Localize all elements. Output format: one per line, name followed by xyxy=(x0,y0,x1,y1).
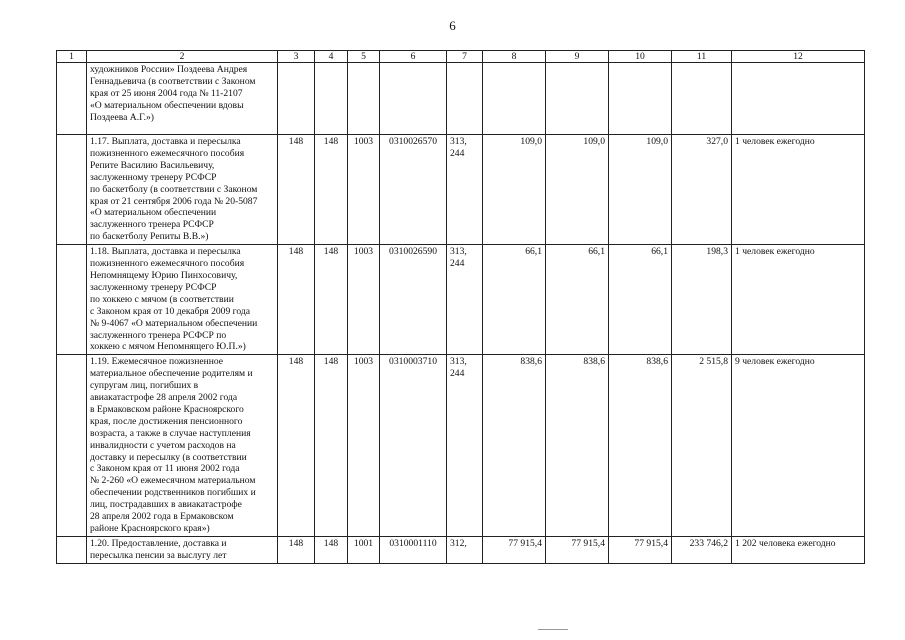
code-cell: 148 xyxy=(315,135,348,245)
description-cell: 1.20. Предоставление, доставка и пересылка пенсии за выслугу лет xyxy=(87,536,278,563)
table-row xyxy=(57,245,865,355)
column-number: 6 xyxy=(380,51,447,63)
table-row xyxy=(57,355,865,537)
amount-cell: 109,0 xyxy=(483,135,546,245)
note-cell: 1 человек ежегодно xyxy=(732,135,865,245)
table-row xyxy=(57,63,865,135)
column-number: 12 xyxy=(732,51,865,63)
description-cell: 1.17. Выплата, доставка и пересылка пожизненного ежемесячного пособия Репите Василию Васильевичу, заслуженному тренеру РСФСР по баскетболу (в соответствии с Законом края от 21 сентября 2006 года № 20-5087 «О материальном обеспечении заслуженного тренера РСФСР по баскетболу Репиты В.В.») xyxy=(87,135,278,245)
code-cell: 148 xyxy=(315,355,348,537)
amount-cell: 77 915,4 xyxy=(546,536,609,563)
column-number-row xyxy=(57,51,865,63)
code-cell: 0310026570 xyxy=(380,135,447,245)
code-cell: 1003 xyxy=(348,245,380,355)
budget-table xyxy=(56,50,865,564)
amount-cell: 838,6 xyxy=(483,355,546,537)
column-number: 10 xyxy=(609,51,672,63)
row-number-cell xyxy=(57,135,87,245)
code-cell: 313, 244 xyxy=(447,135,483,245)
amount-cell: 233 746,2 xyxy=(672,536,732,563)
note-cell: 9 человек ежегодно xyxy=(732,355,865,537)
amount-cell: 109,0 xyxy=(546,135,609,245)
column-number: 9 xyxy=(546,51,609,63)
code-cell: 0310003710 xyxy=(380,355,447,537)
column-number: 3 xyxy=(278,51,315,63)
amount-cell xyxy=(609,63,672,135)
code-cell: 0310026590 xyxy=(380,245,447,355)
table-row xyxy=(57,135,865,245)
amount-cell: 838,6 xyxy=(609,355,672,537)
row-number-cell xyxy=(57,63,87,135)
amount-cell: 77 915,4 xyxy=(483,536,546,563)
amount-cell: 838,6 xyxy=(546,355,609,537)
code-cell: 1003 xyxy=(348,355,380,537)
code-cell xyxy=(447,63,483,135)
description-cell: 1.19. Ежемесячное пожизненное материальное обеспечение родителям и супругам лиц, погибших в авиакатастрофе 28 апреля 2002 года в Ермаковском районе Красноярского края, после достижения пенсионного возраста, а также в случае наступления инвалидности с учетом расходов на доставку и пересылку (в соответствии с Законом края от 11 июня 2002 года № 2-260 «О ежемесячном материальном обеспечении родственников погибших и лиц, пострадавших в авиакатастрофе 28 апреля 2002 года в Ермаковском районе Красноярского края») xyxy=(87,355,278,537)
column-number: 5 xyxy=(348,51,380,63)
code-cell xyxy=(278,63,315,135)
amount-cell: 66,1 xyxy=(546,245,609,355)
page-number: 6 xyxy=(449,18,456,33)
amount-cell: 66,1 xyxy=(609,245,672,355)
amount-cell xyxy=(546,63,609,135)
code-cell: 0310001110 xyxy=(380,536,447,563)
column-number: 7 xyxy=(447,51,483,63)
code-cell: 148 xyxy=(278,245,315,355)
column-number: 8 xyxy=(483,51,546,63)
table-row xyxy=(57,536,865,563)
amount-cell xyxy=(672,63,732,135)
column-number: 1 xyxy=(57,51,87,63)
code-cell: 1003 xyxy=(348,135,380,245)
code-cell xyxy=(315,63,348,135)
footer-divider xyxy=(538,629,568,630)
description-cell: 1.18. Выплата, доставка и пересылка пожизненного ежемесячного пособия Непомнящему Юрию Пинхосовичу, заслуженному тренеру РСФСР по хоккею с мячом (в соответствии с Законом края от 10 декабря 2009 года № 9-4067 «О материальном обеспечении заслуженного тренера РСФСР по хоккею с мячом Непомнящего Ю.П.») xyxy=(87,245,278,355)
amount-cell: 77 915,4 xyxy=(609,536,672,563)
code-cell: 313, 244 xyxy=(447,355,483,537)
code-cell: 148 xyxy=(315,536,348,563)
amount-cell: 327,0 xyxy=(672,135,732,245)
code-cell: 148 xyxy=(315,245,348,355)
code-cell: 312, xyxy=(447,536,483,563)
column-number: 2 xyxy=(87,51,278,63)
row-number-cell xyxy=(57,536,87,563)
row-number-cell xyxy=(57,355,87,537)
row-number-cell xyxy=(57,245,87,355)
code-cell: 148 xyxy=(278,135,315,245)
note-cell xyxy=(732,63,865,135)
amount-cell: 109,0 xyxy=(609,135,672,245)
code-cell xyxy=(348,63,380,135)
code-cell: 313, 244 xyxy=(447,245,483,355)
column-number: 11 xyxy=(672,51,732,63)
amount-cell xyxy=(483,63,546,135)
code-cell: 148 xyxy=(278,355,315,537)
amount-cell: 66,1 xyxy=(483,245,546,355)
note-cell: 1 202 человека ежегодно xyxy=(732,536,865,563)
code-cell: 148 xyxy=(278,536,315,563)
column-number: 4 xyxy=(315,51,348,63)
note-cell: 1 человек ежегодно xyxy=(732,245,865,355)
amount-cell: 2 515,8 xyxy=(672,355,732,537)
code-cell xyxy=(380,63,447,135)
description-cell: художников России» Поздеева Андрея Геннадьевича (в соответствии с Законом края от 25 июня 2004 года № 11-2107 «О материальном обеспечении вдовы Поздеева А.Г.») xyxy=(87,63,278,135)
amount-cell: 198,3 xyxy=(672,245,732,355)
code-cell: 1001 xyxy=(348,536,380,563)
